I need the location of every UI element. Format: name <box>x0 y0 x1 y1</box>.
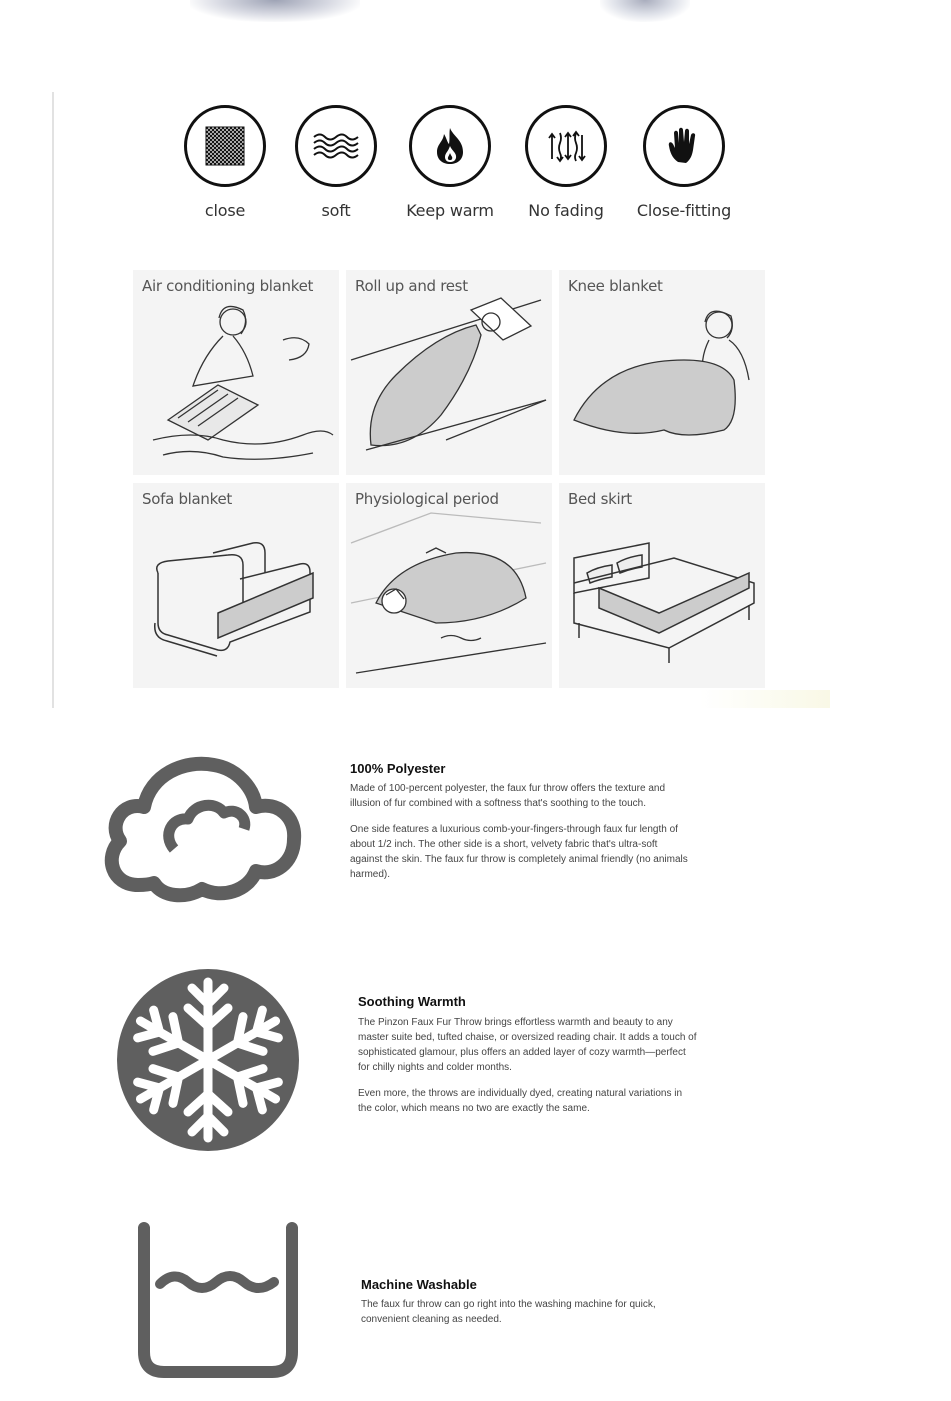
feature-label: Keep warm <box>406 201 494 220</box>
woman-reading-illustration <box>133 270 339 475</box>
curled-in-blanket-illustration <box>346 483 552 688</box>
section-title: 100% Polyester <box>350 761 446 776</box>
feature-label: Close-fitting <box>636 201 732 220</box>
feature-close <box>165 105 285 220</box>
cloud-icon <box>98 745 304 907</box>
feature-label: soft <box>321 201 351 220</box>
section-paragraph: One side features a luxurious comb-your-fingers-through faux fur length of about 1/2 inch. The other side is a short, velvety fabric that's ultra-soft against the skin. The faux fur throw is completely animal friendly (no animals harmed). <box>350 824 688 880</box>
scene-roll-up-and-rest <box>346 270 552 475</box>
arrows-icon <box>525 105 607 187</box>
feature-no-fading <box>506 105 626 220</box>
scene-sofa-blanket <box>133 483 339 688</box>
scene-bed-skirt <box>559 483 765 688</box>
section-title: Soothing Warmth <box>358 994 466 1009</box>
divider-line <box>52 92 54 708</box>
scene-caption: Physiological period <box>355 490 499 508</box>
product-image-edge <box>600 0 690 22</box>
scene-caption: Knee blanket <box>568 277 663 295</box>
hand-icon <box>643 105 725 187</box>
product-image-edge <box>190 0 360 22</box>
rolled-in-blanket-illustration <box>346 270 552 475</box>
feature-label: No fading <box>528 201 604 220</box>
washing-tub-icon <box>134 1222 302 1382</box>
bed-illustration <box>559 483 765 688</box>
scene-knee-blanket <box>559 270 765 475</box>
snowflake-icon <box>116 968 300 1152</box>
feature-keep-warm <box>390 105 510 220</box>
background-haze <box>700 690 830 708</box>
section-paragraph: The Pinzon Faux Fur Throw brings effortless warmth and beauty to any master suite bed, tufted chaise, or oversized reading chair. It adds a touch of sophisticated glamour, plus offers an added layer of cozy warmth—perfect for chilly nights and colder months. <box>358 1017 697 1073</box>
section-paragraph: Made of 100-percent polyester, the faux fur throw offers the texture and illusion of fur combined with a softness that's soothing to the touch. <box>350 783 665 809</box>
scene-caption: Roll up and rest <box>355 277 468 295</box>
feature-soft <box>276 105 396 220</box>
section-paragraph: The faux fur throw can go right into the washing machine for quick, convenient cleaning as needed. <box>361 1299 656 1325</box>
waves-icon <box>295 105 377 187</box>
section-title: Machine Washable <box>361 1277 477 1292</box>
scene-caption: Sofa blanket <box>142 490 232 508</box>
scene-air-conditioning-blanket <box>133 270 339 475</box>
feature-close-fitting <box>624 105 744 220</box>
scene-caption: Bed skirt <box>568 490 632 508</box>
scene-physiological-period <box>346 483 552 688</box>
mesh-icon <box>184 105 266 187</box>
feature-label: close <box>204 201 246 220</box>
woman-knee-blanket-illustration <box>559 270 765 475</box>
sofa-illustration <box>133 483 339 688</box>
flame-icon <box>409 105 491 187</box>
scene-caption: Air conditioning blanket <box>142 277 314 295</box>
section-paragraph: Even more, the throws are individually dyed, creating natural variations in the color, which means no two are exactly the same. <box>358 1088 683 1114</box>
